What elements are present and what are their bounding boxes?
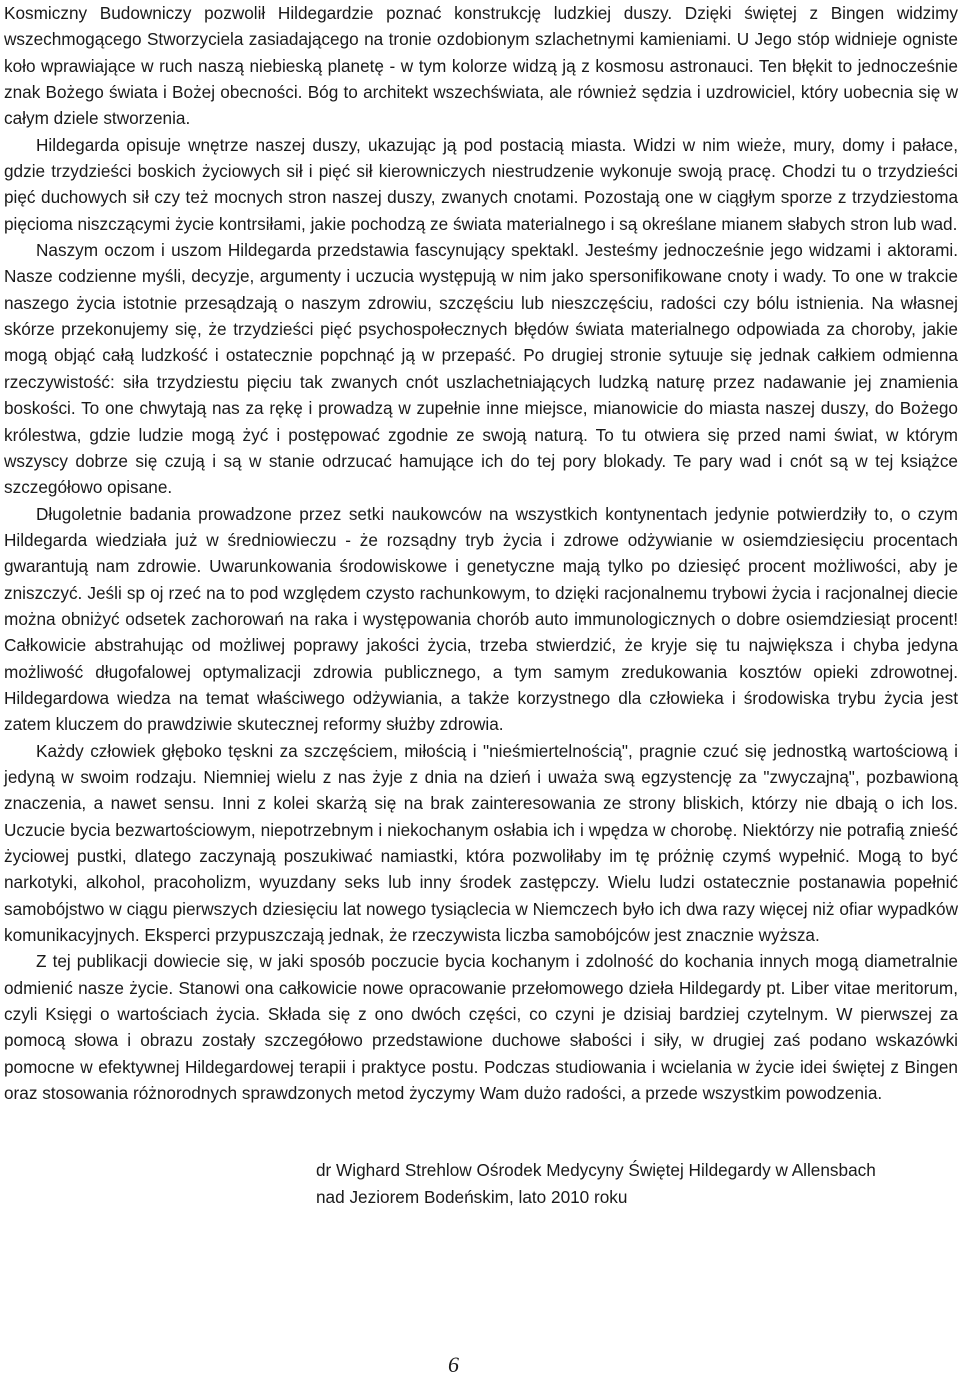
paragraph-4: Długoletnie badania prowadzone przez setki naukowców na wszystkich kontynentach jedynie potwierdziły to, o czym Hildegarda wiedziała już w średniowieczu - że rozsądny tryb życia i zdrowe odżywianie w osiemdziesięciu procentach gwarantują nam zdrowie. Uwarunkowania środowiskowe i genetyczne mają tylko po dziesięć procent możliwości, aby je zniszczyć. Jeśli sp oj rzeć na to pod względem czysto rachunkowym, to dzięki racjonalnemu trybowi życia i racjonalnej diecie można obniżyć odsetek zachorowań na raka i występowania chorób auto immunologicznych o dobre osiemdziesiąt procent! Całkowicie abstrahując od możliwej poprawy jakości życia, trzeba stwierdzić, że kryje się tu największa i chyba jedyna możliwość długofalowej optymalizacji zdrowia publicznego, a tym samym zredukowania kosztów opieki zdrowotnej. Hildegardowa wiedza na temat właściwego odżywiania, a także korzystnego dla człowieka i środowiska trybu życia jest zatem kluczem do prawdziwie skutecznej reformy służby zdrowia. <box>4 503 958 735</box>
paragraph-1: Kosmiczny Budowniczy pozwolił Hildegardzie poznać konstrukcję ludzkiej duszy. Dzięki świętej z Bingen widzimy wszechmogącego Stworzyciela zasiadającego na tronie ozdobionym szlachetnymi kamieniami. U Jego stóp widnieje ogniste koło wprawiające w ruch naszą niebieską planetę - w tym kolorze widzą ją z kosmosu astronauci. Ten błękit to jednocześnie znak Bożego świata i Bożej obecności. Bóg to architekt wszechświata, ale również sędzia i uzdrowiciel, który uobecnia się w całym dziele stworzenia. <box>4 3 958 129</box>
paragraph-6: Z tej publikacji dowiecie się, w jaki sposób poczucie bycia kochanym i zdolność do kochania innych mogą diametralnie odmienić nasze życie. Stanowi ona całkowicie nowe opracowanie przełomowego dzieła Hildegardy pt. Liber vitae meritorum, czyli Księgi o wartościach życia. Składa się z ono dwóch części, co czyni je dzisiaj bardziej czytelnym. W pierwszej za pomocą słowa i obrazu zostały szczegółowo przedstawione duchowe słabości i siły, w drugiej zaś podano wskazówki pomocne w efektywnej Hildegardowej terapii i praktyce postu. Podczas studiowania i wcielania w życie idei świętej z Bingen oraz stosowania różnorodnych sprawdzonych metod życzymy Wam dużo radości, a przede wszystkim powodzenia. <box>4 951 958 1104</box>
signature-place-date-line: nad Jeziorem Bodeńskim, lato 2010 roku <box>316 1186 628 1207</box>
document-body <box>4 0 958 1106</box>
paragraph-2: Hildegarda opisuje wnętrze naszej duszy, ukazując ją pod postacią miasta. Widzi w nim wieże, mury, domy i pałace, gdzie trzydzieści boskich życiowych sił i pięć sił kierowniczych niestrudzenie wykonuje swoją pracę. Chodzi tu o trzydzieści pięć duchowych sił czy też mocnych stron naszej duszy, zwanych cnotami. Pozostają one w ciągłym sporze z trzydziestoma pięcioma niszczącymi życie kontrsiłami, jakie pochodzą ze świata materialnego i są określane mianem słabych stron lub wad. <box>4 134 958 234</box>
signature-author-line: dr Wighard Strehlow Ośrodek Medycyny Świętej Hildegardy w Allensbach <box>316 1160 876 1180</box>
author-signature <box>316 1157 956 1210</box>
page-number: 6 <box>448 1352 459 1377</box>
paragraph-5: Każdy człowiek głęboko tęskni za szczęściem, miłością i "nieśmiertelnością", pragnie czuć się jednostką wartościową i jedyną w swoim rodzaju. Niemniej wielu z nas żyje z dnia na dzień i uważa swą egzystencję za "zwyczajną", pozbawioną znaczenia, a nawet sensu. Inni z kolei skarżą się na brak zainteresowania ze strony bliskich, którzy nie dbają o ich los. Uczucie bycia bezwartościowym, niepotrzebnym i niekochanym osłabia ich i wpędza w chorobę. Niektórzy nie potrafią znieść życiowej pustki, dlatego zaczynają poszukiwać namiastki, która pozwoliłaby im tę próżnię czymś wypełnić. Mogą to być narkotyki, alkohol, pracoholizm, wyuzdany seks lub inny środek zastępczy. Wielu ludzi ostatecznie postanawia popełnić samobójstwo w ciągu pierwszych dziesięciu lat nowego tysiąclecia w Niemczech było ich dwa razy więcej niż ofiar wypadków komunikacyjnych. Eksperci przypuszczają jednak, że rzeczywista liczba samobójców jest znacznie wyższa. <box>4 740 958 946</box>
paragraph-3: Naszym oczom i uszom Hildegarda przedstawia fascynujący spektakl. Jesteśmy jednocześnie jego widzami i aktorami. Nasze codzienne myśli, decyzje, argumenty i uczucia występują w nim jako spersonifikowane cnoty i wady. To one w trakcie naszego życia istotnie przesądzają o naszym zdrowiu, szczęściu lub nieszczęściu, radości czy bólu istnienia. Na własnej skórze przekonujemy się, że trzydzieści pięć psychospołecznych błędów świata materialnego odpowiada za choroby, jakie mogą objąć całą ludzkość i ostatecznie popchnąć ją w przepaść. Po drugiej stronie sytuuje się jednak całkiem odmienna rzeczywistość: siła trzydziestu pięciu tak zwanych cnót uszlachetniających ludzką naturę przez nadawanie jej znamienia boskości. To one chwytają nas za rękę i prowadzą w zupełnie inne miejsce, mianowicie do miasta naszej duszy, do Bożego królestwa, gdzie ludzie mogą żyć i postępować zgodnie ze swoją naturą. To tu otwiera się przed nami świat, w którym wszyscy dobrze się czują i są w stanie odrzucać hamujące ich do tej pory blokady. Te pary wad i cnót są w tej książce szczegółowo opisane. <box>4 240 958 498</box>
